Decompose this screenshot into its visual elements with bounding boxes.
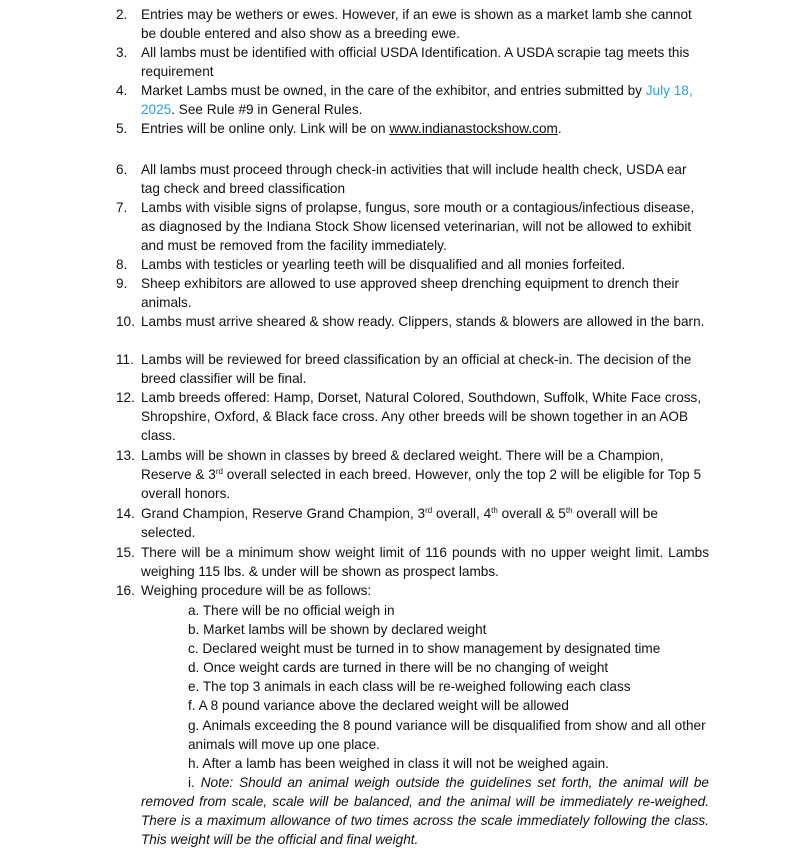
step-text: Market lambs will be shown by declared weight: [203, 622, 487, 637]
rule-text: Lambs must arrive sheared & show ready. Clippers, stands & blowers are allowed in the barn.: [141, 314, 705, 329]
weighing-step-a: [188, 601, 710, 620]
rule-number: 8.: [116, 257, 128, 272]
rule-text: [141, 119, 709, 138]
note-text: Note: Should an animal weigh outside the guidelines set forth, the animal will be removed from scale, scale will be balanced, and the animal will be immediately re-weighed. There is a maximum allowance of two times across the scale immediately following the class. This weight will be the official and final weight.: [141, 775, 709, 847]
rule-number: 4.: [116, 83, 128, 98]
rule-number: 2.: [116, 7, 128, 22]
rule-number: 13.: [116, 448, 135, 463]
step-label: g.: [188, 718, 200, 733]
rule-number: 6.: [116, 162, 128, 177]
rule-text-part: overall, 4: [432, 506, 492, 521]
rule-text-part: overall & 5: [497, 506, 566, 521]
rule-text-part: overall selected in each breed. However, only the top 2 will be eligible for Top 5 overall honors.: [141, 467, 702, 501]
step-text: A 8 pound variance above the declared weight will be allowed: [198, 698, 569, 713]
rule-number: 12.: [116, 390, 135, 405]
step-label: e.: [188, 679, 200, 694]
step-text: The top 3 animals in each class will be re-weighed following each class: [202, 679, 631, 694]
step-label: h.: [188, 756, 200, 771]
note-label: i.: [188, 775, 195, 790]
rule-text: Sheep exhibitors are allowed to use approved sheep drenching equipment to drench their animals.: [141, 276, 680, 310]
step-text: After a lamb has been weighed in class it will not be weighed again.: [202, 756, 609, 771]
rule-text: Weighing procedure will be as follows:: [141, 583, 372, 598]
rule-number: 11.: [116, 352, 134, 367]
rule-text-part: Lambs will be shown in classes by breed & declared weight. There will be a Champion, Reserve & 3: [141, 448, 664, 482]
rule-number: 5.: [116, 121, 128, 136]
rule-text-part: . See Rule #9 in General Rules.: [171, 102, 363, 117]
rule-text: There will be a minimum show weight limit of 116 pounds with no upper weight limit. Lambs weighing 115 lbs. & under will be shown as prospect lambs.: [141, 545, 709, 579]
rule-text-part: .: [557, 121, 562, 136]
rule-text: All lambs must proceed through check-in activities that will include health check, USDA ear tag check and breed classification: [141, 162, 687, 196]
rule-number: 3.: [116, 45, 128, 60]
step-label: d.: [188, 660, 200, 675]
rule-text: Lambs with visible signs of prolapse, fungus, sore mouth or a contagious/infectious disease, as diagnosed by the Indiana Stock Show licensed veterinarian, will not be allowed to exhibit and must be removed from the facility immediately.: [141, 200, 695, 253]
website-link[interactable]: www.indianastockshow.com: [389, 121, 558, 136]
rule-number: 16.: [116, 583, 135, 598]
ordinal-suffix: th: [491, 506, 498, 515]
weighing-step-f: [188, 696, 710, 715]
rule-text-part: Market Lambs must be owned, in the care of the exhibitor, and entries submitted by: [141, 83, 646, 98]
rule-number: 14.: [116, 506, 135, 521]
rule-text: [141, 446, 709, 503]
weighing-step-d: [188, 658, 710, 677]
entry-deadline-date: July 18, 2025: [141, 83, 693, 117]
weighing-step-b: [188, 620, 710, 639]
ordinal-suffix: th: [565, 506, 573, 515]
step-label: c.: [188, 641, 199, 656]
rule-number: 15.: [116, 545, 135, 560]
step-text: There will be no official weigh in: [202, 603, 395, 618]
rule-number: 10.: [116, 314, 135, 329]
step-text: Declared weight must be turned in to show management by designated time: [202, 641, 661, 656]
weighing-step-g: [188, 716, 710, 754]
rule-text: Lambs will be reviewed for breed classification by an official at check-in. The decision of the breed classifier will be final.: [141, 352, 692, 386]
rule-text-part: overall will be selected.: [141, 506, 658, 540]
rule-text: [141, 81, 709, 119]
rule-text: [141, 504, 709, 542]
step-label: b.: [188, 622, 200, 637]
rule-text-part: Entries will be online only. Link will be on: [141, 121, 390, 136]
rule-text: All lambs must be identified with official USDA Identification. A USDA scrapie tag meets this requirement: [141, 45, 690, 79]
rule-text-part: Grand Champion, Reserve Grand Champion, 3: [141, 506, 426, 521]
rule-text: Lamb breeds offered: Hamp, Dorset, Natural Colored, Southdown, Suffolk, White Face cross, Shropshire, Oxford, & Black face cross. Any other breeds will be shown together in an AOB class.: [141, 390, 702, 443]
ordinal-suffix: rd: [425, 506, 433, 515]
step-text: Animals exceeding the 8 pound variance will be disqualified from show and all other animals will move up one place.: [188, 718, 706, 752]
ordinal-suffix: rd: [215, 467, 223, 476]
weighing-note: [141, 773, 709, 849]
rule-number: 9.: [116, 276, 128, 291]
rule-text: Entries may be wethers or ewes. However, if an ewe is shown as a market lamb she cannot be double entered and also show as a breeding ewe.: [141, 7, 692, 41]
step-label: a.: [188, 603, 200, 618]
weighing-step-h: [188, 754, 710, 773]
rule-text: Lambs with testicles or yearling teeth will be disqualified and all monies forfeited.: [141, 257, 626, 272]
step-label: f.: [188, 698, 196, 713]
step-text: Once weight cards are turned in there will be no changing of weight: [203, 660, 609, 675]
rule-number: 7.: [116, 200, 128, 215]
weighing-step-c: [188, 639, 710, 658]
weighing-step-e: [188, 677, 710, 696]
